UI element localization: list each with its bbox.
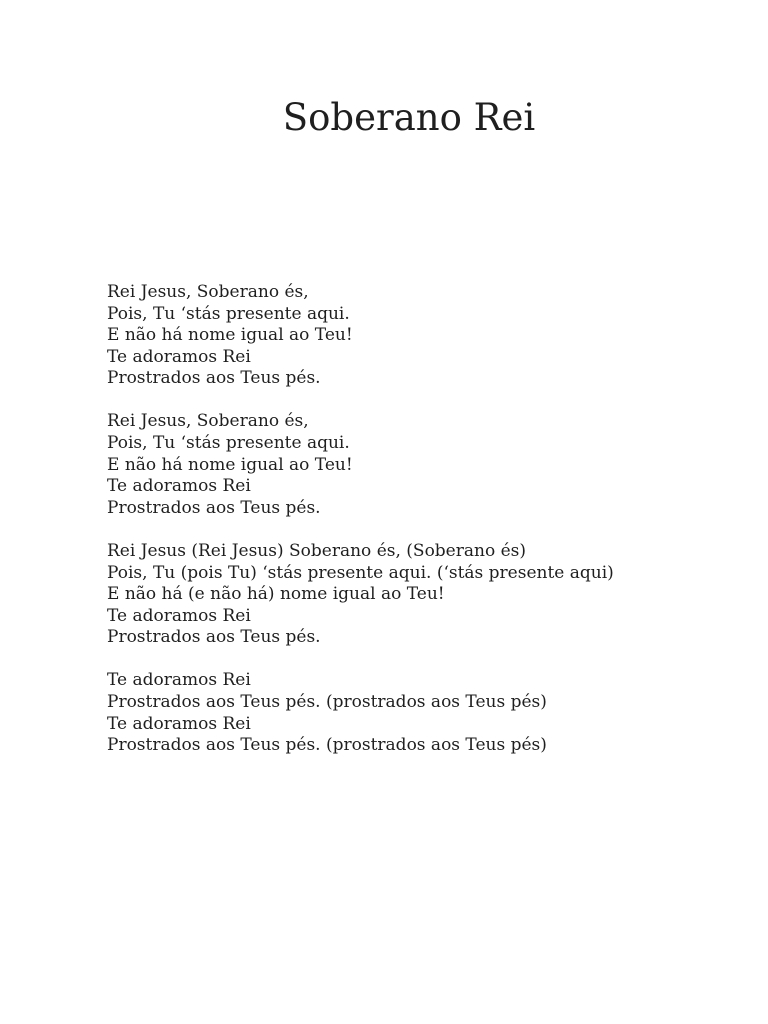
stanza-3 — [107, 541, 747, 649]
lyric-line: E não há (e não há) nome igual ao Teu! — [107, 584, 445, 605]
stanza-2 — [107, 411, 747, 519]
lyric-line: Pois, Tu ‘stás presente aqui. — [107, 433, 350, 454]
lyric-line: Prostrados aos Teus pés. (prostrados aos Teus pés) — [107, 735, 547, 756]
lyric-line: Pois, Tu ‘stás presente aqui. — [107, 303, 350, 324]
lyric-line: Te adoramos Rei — [107, 605, 251, 626]
lyric-line: Prostrados aos Teus pés. — [107, 627, 321, 648]
lyric-line: Te adoramos Rei — [107, 476, 251, 497]
lyric-line: E não há nome igual ao Teu! — [107, 325, 353, 346]
lyric-line: Rei Jesus, Soberano és, — [107, 411, 309, 432]
stanza-1 — [107, 282, 747, 390]
lyric-line: Te adoramos Rei — [107, 670, 251, 691]
lyrics-body — [107, 282, 747, 778]
lyric-line: Rei Jesus, Soberano és, — [107, 282, 309, 302]
lyric-line: Prostrados aos Teus pés. — [107, 368, 321, 389]
lyric-line: Prostrados aos Teus pés. (prostrados aos Teus pés) — [107, 692, 547, 712]
lyric-line: Prostrados aos Teus pés. — [107, 497, 321, 518]
stanza-4 — [107, 670, 747, 756]
song-title: Soberano Rei — [282, 96, 536, 139]
lyric-line: Pois, Tu (pois Tu) ‘stás presente aqui. (‘stás presente aqui) — [107, 562, 614, 583]
lyric-line: Te adoramos Rei — [107, 713, 251, 734]
lyric-line: Te adoramos Rei — [107, 346, 251, 367]
lyric-line: E não há nome igual ao Teu! — [107, 454, 353, 475]
lyric-line: Rei Jesus (Rei Jesus) Soberano és, (Soberano és) — [107, 540, 527, 561]
